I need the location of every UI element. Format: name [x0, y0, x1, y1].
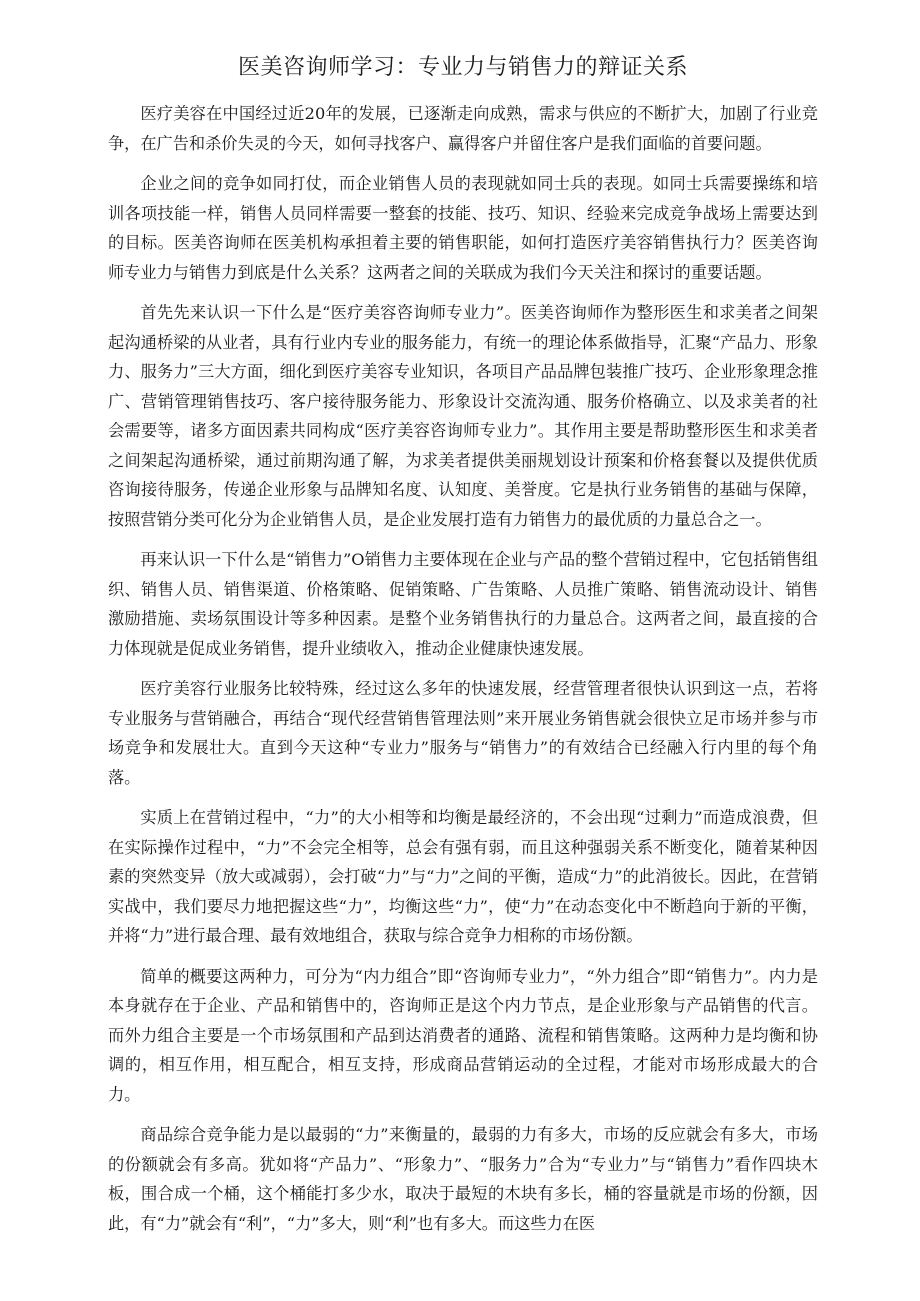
document-page [108, 52, 818, 1249]
paragraph-1: 医疗美容在中国经过近20年的发展，已逐渐走向成熟，需求与供应的不断扩大，加剧了行业竞争，在广告和杀价失灵的今天，如何寻找客户、赢得客户并留住客户是我们面临的首要问题。 [108, 104, 818, 153]
paragraph-8: 商品综合竞争能力是以最弱的“力”来衡量的，最弱的力有多大，市场的反应就会有多大，市场的份额就会有多高。犹如将“产品力”、“形象力”、“服务力”合为“专业力”与“销售力”看作四块木板，围合成一个桶，这个桶能打多少水，取决于最短的木块有多长，桶的容量就是市场的份额，因此，有“力”就会有“利”，“力”多大，则“利”也有多大。而这些力在医 [108, 1125, 818, 1233]
paragraph-6: 实质上在营销过程中，“力”的大小相等和均衡是最经济的，不会出现“过剩力”而造成浪费，但在实际操作过程中，“力”不会完全相等，总会有强有弱，而且这种强弱关系不断变化，随着某种因素的突然变异（放大或减弱），会打破“力”与“力”之间的平衡，造成“力”的此消彼长。因此，在营销实战中，我们要尽力地把握这些“力”，均衡这些“力”，使“力”在动态变化中不断趋向于新的平衡，并将“力”进行最合理、最有效地组合，获取与综合竞争力相称的市场份额。 [108, 808, 818, 945]
paragraph-7: 简单的概要这两种力，可分为“内力组合”即“咨询师专业力”，“外力组合”即“销售力”。内力是本身就存在于企业、产品和销售中的，咨询师正是这个内力节点，是企业形象与产品销售的代言。而外力组合主要是一个市场氛围和产品到达消费者的通路、流程和销售策略。这两种力是均衡和协调的，相互作用，相互配合，相互支持，形成商品营销运动的全过程，才能对市场形成最大的合力。 [108, 966, 818, 1104]
paragraph-4: 再来认识一下什么是“销售力”O销售力主要体现在企业与产品的整个营销过程中，它包括销售组织、销售人员、销售渠道、价格策略、促销策略、广告策略、人员推广策略、销售流动设计、销售激励措施、卖场氛围设计等多种因素。是整个业务销售执行的力量总合。这两者之间，最直接的合力体现就是促成业务销售，提升业绩收入，推动企业健康快速发展。 [108, 550, 818, 658]
document-title: 医美咨询师学习：专业力与销售力的辩证关系 [237, 55, 688, 80]
paragraph-3: 首先先来认识一下什么是“医疗美容咨询师专业力”。医美咨询师作为整形医生和求美者之间架起沟通桥梁的从业者，具有行业内专业的服务能力，有统一的理论体系做指导，汇聚“产品力、形象力、服务力”三大方面，细化到医疗美容专业知识，各项目产品品牌包装推广技巧、企业形象理念推广、营销管理销售技巧、客户接待服务能力、形象设计交流沟通、服务价格确立、以及求美者的社会需要等，诸多方面因素共同构成“医疗美容咨询师专业力”。其作用主要是帮助整形医生和求美者之间架起沟通桥梁，通过前期沟通了解，为求美者提供美丽规划设计预案和价格套餐以及提供优质咨询接待服务，传递企业形象与品牌知名度、认知度、美誉度。它是执行业务销售的基础与保障，按照营销分类可化分为企业销售人员，是企业发展打造有力销售力的最优质的力量总合之一。 [108, 303, 818, 529]
paragraph-2: 企业之间的竞争如同打仗，而企业销售人员的表现就如同士兵的表现。如同士兵需要操练和培训各项技能一样，销售人员同样需要一整套的技能、技巧、知识、经验来完成竞争战场上需要达到的目标。医美咨询师在医美机构承担着主要的销售职能，如何打造医疗美容销售执行力？医美咨询师专业力与销售力到底是什么关系？这两者之间的关联成为我们今天关注和探讨的重要话题。 [108, 174, 818, 282]
paragraph-5: 医疗美容行业服务比较特殊，经过这么多年的快速发展，经营管理者很快认识到这一点，若将专业服务与营销融合，再结合“现代经营销售管理法则”来开展业务销售就会很快立足市场并参与市场竞争和发展壮大。直到今天这种“专业力”服务与“销售力”的有效结合已经融入行内里的每个角落。 [108, 679, 818, 787]
